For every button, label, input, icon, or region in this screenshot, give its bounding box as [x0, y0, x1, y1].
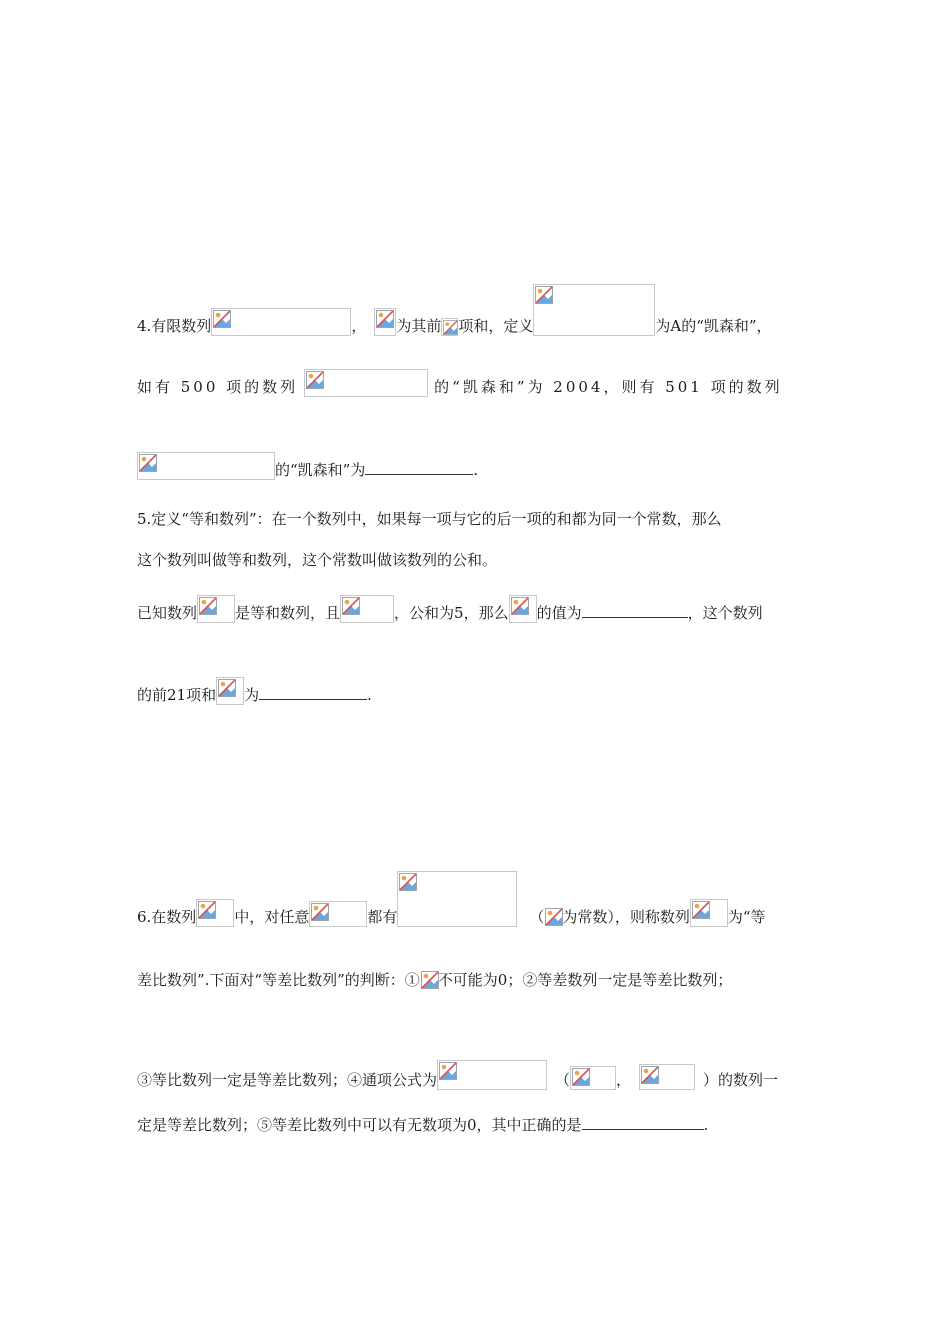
q5-text: ，公和为5，那么	[394, 604, 509, 622]
q5-text: 为	[244, 686, 260, 704]
answer-blank	[582, 603, 688, 618]
broken-image-icon	[374, 308, 396, 336]
broken-image-icon	[690, 899, 728, 927]
q6-line-1	[137, 871, 766, 927]
q4-line-1	[137, 284, 772, 336]
q6-text: 6.在数列	[137, 908, 197, 926]
broken-image-icon	[544, 907, 562, 927]
q5-text: ，这个数列	[687, 604, 763, 622]
q6-text: 不可能为0；②等差数列一定是等差比数列；	[437, 971, 733, 989]
q4-text: .	[473, 461, 479, 479]
broken-image-icon	[137, 452, 275, 480]
q5-text: 是等和数列，且	[235, 604, 341, 622]
q4-text: 的“凯森和”为 2004，则有 501 项的数列	[434, 378, 783, 396]
q4-text: 项和，定义	[458, 317, 534, 335]
q5-text: 已知数列	[137, 604, 198, 622]
broken-image-icon	[420, 970, 438, 990]
broken-image-icon	[309, 901, 367, 927]
broken-image-icon	[441, 318, 458, 336]
q4-line-3	[137, 452, 478, 480]
broken-image-icon	[197, 595, 235, 623]
q4-text: 为A的“凯森和”，	[655, 317, 772, 335]
q4-text: ，	[351, 317, 367, 335]
q5-line-4	[137, 677, 372, 705]
broken-image-icon	[397, 871, 517, 927]
q5-line-1: 5.定义“等和数列”：在一个数列中，如果每一项与它的后一项的和都为同一个常数，那么	[137, 510, 722, 528]
broken-image-icon	[216, 677, 244, 705]
q4-text: 4.有限数列	[137, 317, 212, 335]
broken-image-icon	[639, 1064, 695, 1090]
q6-text: 都有	[367, 908, 398, 926]
broken-image-icon	[211, 308, 351, 336]
q5-line-3	[137, 595, 763, 623]
q6-text: 差比数列”.下面对“等差比数列”的判断：①	[137, 971, 420, 989]
q6-text: ，	[616, 1071, 632, 1089]
q5-text: 的前21项和	[137, 686, 217, 704]
q6-text: 定是等差比数列；⑤等差比数列中可以有无数项为0，其中正确的是	[137, 1116, 582, 1134]
q6-text: （	[529, 908, 545, 926]
q6-line-2	[137, 970, 732, 990]
q6-line-4	[137, 1115, 708, 1135]
q4-line-2	[137, 369, 783, 397]
q4-text: 的“凯森和”为	[275, 461, 366, 479]
broken-image-icon	[304, 369, 428, 397]
q6-text: （	[555, 1071, 571, 1089]
q6-text: .	[703, 1116, 709, 1134]
answer-blank	[582, 1115, 704, 1130]
broken-image-icon	[340, 595, 394, 623]
q4-text: 如有 500 项的数列	[137, 378, 299, 396]
q6-text: ③等比数列一定是等差比数列；④通项公式为	[137, 1071, 438, 1089]
q6-text: 为“等	[727, 908, 766, 926]
broken-image-icon	[509, 595, 537, 623]
answer-blank	[365, 460, 473, 475]
answer-blank	[259, 685, 367, 700]
broken-image-icon	[533, 284, 655, 336]
q6-text: ）的数列一	[703, 1071, 779, 1089]
q6-line-3	[137, 1060, 778, 1090]
q4-text: 为其前	[396, 317, 442, 335]
broken-image-icon	[437, 1060, 547, 1090]
q6-text: 中，对任意	[234, 908, 310, 926]
q5-text: .	[367, 686, 372, 704]
broken-image-icon	[196, 899, 234, 927]
q6-text: 为常数），则称数列	[562, 908, 690, 926]
q5-text: 的值为	[536, 604, 582, 622]
broken-image-icon	[570, 1066, 616, 1090]
q5-line-2: 这个数列叫做等和数列，这个常数叫做该数列的公和。	[137, 551, 498, 569]
